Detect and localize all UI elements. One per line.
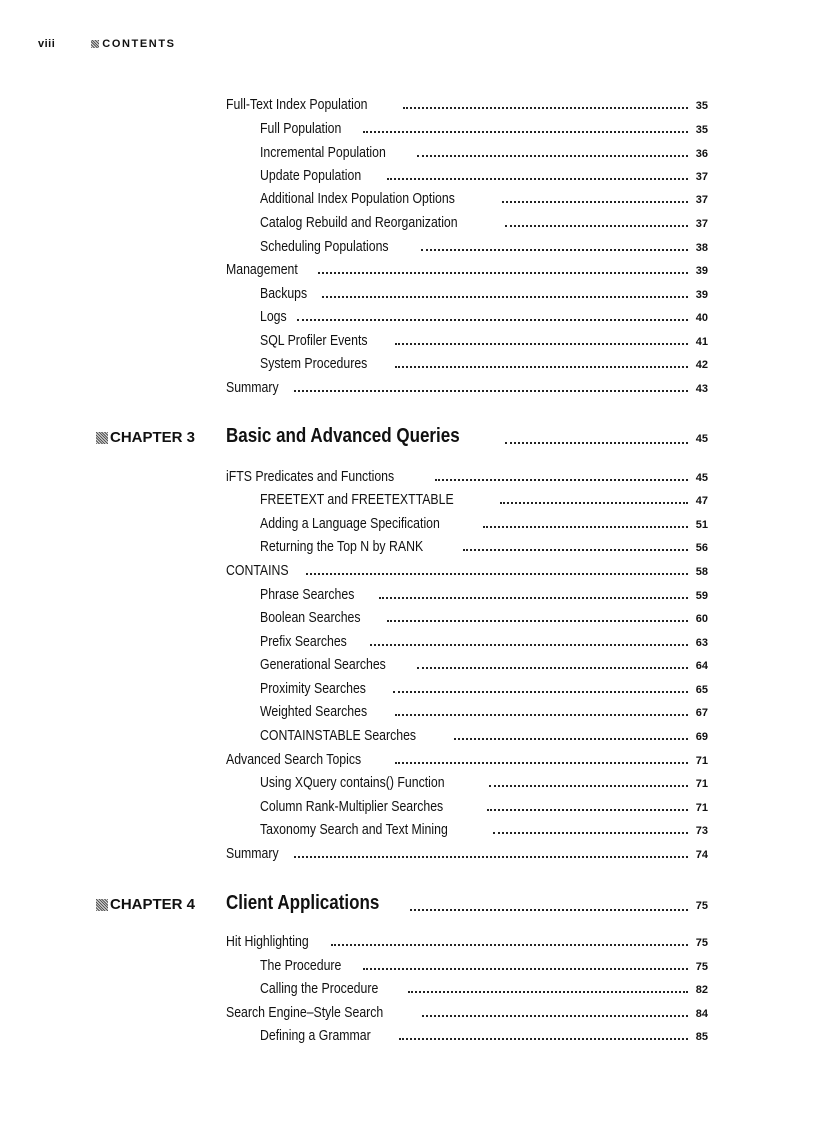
toc-subentry: Backups 39	[260, 285, 708, 302]
section-marker-icon	[96, 899, 108, 911]
page-number: viii	[38, 38, 56, 50]
toc-subentry: Proximity Searches 65	[260, 680, 708, 697]
toc-subentry: Defining a Grammar 85	[260, 1027, 708, 1044]
toc-entry: Summary 43	[226, 379, 708, 396]
toc-subentry: Column Rank-Multiplier Searches 71	[260, 798, 708, 815]
running-head	[38, 38, 176, 50]
toc-subentry: Weighted Searches 67	[260, 703, 708, 720]
toc-subentry: Using XQuery contains() Function 71	[260, 774, 708, 791]
toc-subentry: Incremental Population 36	[260, 144, 708, 161]
toc-subentry: Logs 40	[260, 308, 708, 325]
toc-subentry: Boolean Searches 60	[260, 609, 708, 626]
toc-entry: Advanced Search Topics 71	[226, 751, 708, 768]
toc-subentry: The Procedure 75	[260, 957, 708, 974]
toc-subentry: Scheduling Populations 38	[260, 238, 708, 255]
toc-subentry: Returning the Top N by RANK 56	[260, 538, 708, 555]
toc-subentry: Full Population 35	[260, 120, 708, 137]
toc-subentry: SQL Profiler Events 41	[260, 332, 708, 349]
chapter-title: Basic and Advanced Queries 45	[226, 425, 708, 447]
toc-entry: Summary 74	[226, 845, 708, 862]
running-head-title: CONTENTS	[102, 38, 176, 50]
toc-entry: Search Engine–Style Search 84	[226, 1004, 708, 1021]
chapter-label: CHAPTER 4	[96, 896, 195, 913]
toc-subentry: System Procedures 42	[260, 355, 708, 372]
chapter-title: Client Applications 75	[226, 892, 708, 914]
toc-subentry: Update Population 37	[260, 167, 708, 184]
toc-subentry: Phrase Searches 59	[260, 586, 708, 603]
toc-subentry: Adding a Language Specification 51	[260, 515, 708, 532]
toc-entry: Management 39	[226, 261, 708, 278]
toc-entry: CONTAINS 58	[226, 562, 708, 579]
chapter-label: CHAPTER 3	[96, 429, 195, 446]
toc-subentry: Calling the Procedure 82	[260, 980, 708, 997]
section-marker-icon	[91, 40, 99, 48]
toc-subentry: FREETEXT and FREETEXTTABLE 47	[260, 491, 708, 508]
toc-entry: iFTS Predicates and Functions 45	[226, 468, 708, 485]
toc-entry: Hit Highlighting 75	[226, 933, 708, 950]
toc-entry: Full-Text Index Population 35	[226, 96, 708, 113]
toc-subentry: Generational Searches 64	[260, 656, 708, 673]
toc-subentry: CONTAINSTABLE Searches 69	[260, 727, 708, 744]
toc-subentry: Catalog Rebuild and Reorganization 37	[260, 214, 708, 231]
toc-subentry: Taxonomy Search and Text Mining 73	[260, 821, 708, 838]
section-marker-icon	[96, 432, 108, 444]
toc-subentry: Prefix Searches 63	[260, 633, 708, 650]
toc-subentry: Additional Index Population Options 37	[260, 190, 708, 207]
